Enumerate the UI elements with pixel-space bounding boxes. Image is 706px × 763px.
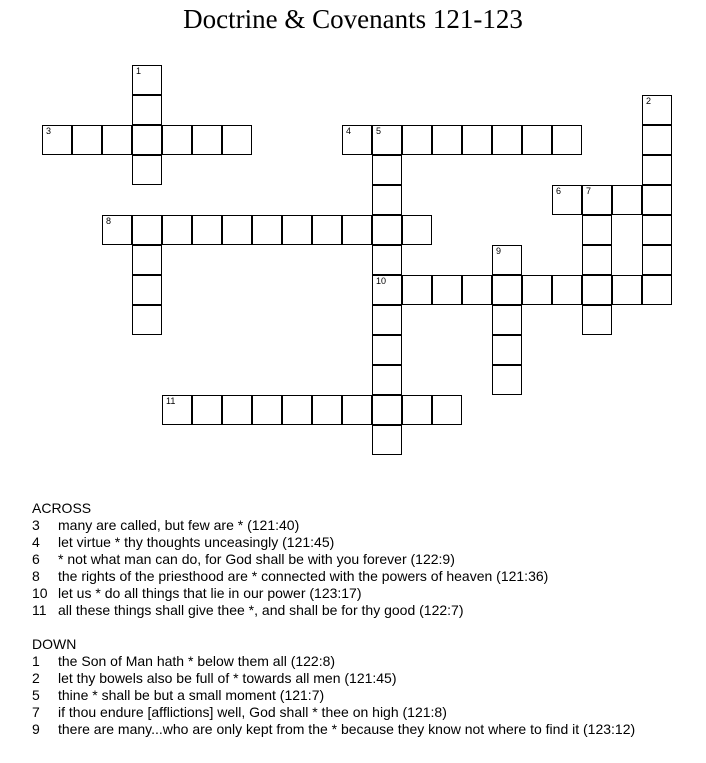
grid-cell[interactable] <box>372 245 402 275</box>
grid-cell[interactable] <box>312 215 342 245</box>
clue-number: 4 <box>32 534 40 550</box>
clue-number: 3 <box>32 517 40 533</box>
grid-cell[interactable] <box>432 275 462 305</box>
clue-number: 9 <box>32 721 40 737</box>
cell-number: 11 <box>166 396 176 406</box>
cell-number: 6 <box>556 186 562 196</box>
across-clue <box>32 517 672 534</box>
grid-cell[interactable] <box>642 185 672 215</box>
down-clue <box>32 653 672 670</box>
cell-number: 1 <box>136 66 142 76</box>
across-clue <box>32 551 672 568</box>
grid-cell[interactable] <box>372 185 402 215</box>
clue-text: let thy bowels also be full of * towards all men (121:45) <box>58 670 397 686</box>
clue-number: 8 <box>32 568 40 584</box>
grid-cell[interactable] <box>372 395 402 425</box>
grid-cell[interactable] <box>372 335 402 365</box>
grid-cell[interactable] <box>552 275 582 305</box>
grid-cell[interactable] <box>642 125 672 155</box>
grid-cell[interactable] <box>72 125 102 155</box>
grid-cell[interactable] <box>582 245 612 275</box>
across-clue <box>32 585 672 602</box>
clue-number: 7 <box>32 704 40 720</box>
cell-number: 3 <box>46 126 52 136</box>
clue-text: if thou endure [afflictions] well, God shall * thee on high (121:8) <box>58 704 447 720</box>
down-clue <box>32 721 672 738</box>
grid-cell[interactable] <box>372 425 402 455</box>
grid-cell[interactable] <box>432 125 462 155</box>
grid-cell[interactable] <box>372 305 402 335</box>
down-clue-list <box>32 653 672 738</box>
grid-cell[interactable] <box>492 275 522 305</box>
clue-number: 10 <box>32 585 48 601</box>
grid-cell[interactable] <box>612 185 642 215</box>
grid-cell[interactable] <box>642 155 672 185</box>
clue-number: 6 <box>32 551 40 567</box>
grid-cell[interactable] <box>492 305 522 335</box>
grid-cell[interactable] <box>432 395 462 425</box>
across-clue-list <box>32 517 672 619</box>
cell-number: 10 <box>376 276 387 286</box>
clue-text: many are called, but few are * (121:40) <box>58 517 300 533</box>
cell-number: 7 <box>586 186 592 196</box>
grid-cell[interactable] <box>222 125 252 155</box>
across-clue <box>32 568 672 585</box>
grid-cell[interactable] <box>102 215 132 245</box>
grid-cell[interactable] <box>582 305 612 335</box>
cell-number: 5 <box>376 126 382 136</box>
puzzle-title: Doctrine & Covenants 121-123 <box>183 4 523 34</box>
clue-text: all these things shall give thee *, and shall be for thy good (122:7) <box>58 602 464 618</box>
grid-cell[interactable] <box>132 155 162 185</box>
grid-cell[interactable] <box>192 125 222 155</box>
grid-cell[interactable] <box>282 395 312 425</box>
across-clue <box>32 602 672 619</box>
down-clue <box>32 670 672 687</box>
grid-cell[interactable] <box>582 215 612 245</box>
grid-cell[interactable] <box>282 215 312 245</box>
grid-cell[interactable] <box>402 125 432 155</box>
grid-cell[interactable] <box>552 125 582 155</box>
grid-cell[interactable] <box>162 125 192 155</box>
grid-cell[interactable] <box>342 395 372 425</box>
grid-cell[interactable] <box>402 275 432 305</box>
grid-cell[interactable] <box>642 95 672 125</box>
down-clue <box>32 704 672 721</box>
clue-number: 5 <box>32 687 40 703</box>
clue-text: the Son of Man hath * below them all (122:8) <box>58 653 336 669</box>
grid-cell[interactable] <box>372 125 402 155</box>
grid-cell[interactable] <box>402 215 432 245</box>
grid-cell[interactable] <box>162 215 192 245</box>
clue-number: 11 <box>32 602 47 618</box>
grid-cell[interactable] <box>132 215 162 245</box>
across-clue <box>32 534 672 551</box>
clue-text: the rights of the priesthood are * connected with the powers of heaven (121:36) <box>58 568 549 584</box>
grid-cell[interactable] <box>522 125 552 155</box>
grid-cell[interactable] <box>42 125 72 155</box>
clue-text: * not what man can do, for God shall be with you forever (122:9) <box>58 551 455 567</box>
grid-cell[interactable] <box>192 215 222 245</box>
down-clue <box>32 687 672 704</box>
clue-number: 1 <box>32 653 40 669</box>
grid-cell[interactable] <box>132 95 162 125</box>
grid-cell[interactable] <box>222 215 252 245</box>
cell-number: 4 <box>346 126 352 136</box>
grid-cell[interactable] <box>162 395 192 425</box>
grid-cell[interactable] <box>372 275 402 305</box>
grid-cell[interactable] <box>642 275 672 305</box>
cell-number: 8 <box>106 216 112 226</box>
grid-cell[interactable] <box>522 275 552 305</box>
clue-text: thine * shall be but a small moment (121:7) <box>58 687 325 703</box>
grid-cell[interactable] <box>372 215 402 245</box>
grid-cell[interactable] <box>462 275 492 305</box>
grid-cell[interactable] <box>192 395 222 425</box>
grid-cell[interactable] <box>132 65 162 95</box>
grid-cell[interactable] <box>642 245 672 275</box>
grid-cell[interactable] <box>252 215 282 245</box>
clue-text: let virtue * thy thoughts unceasingly (121:45) <box>58 534 335 550</box>
down-heading: DOWN <box>32 636 77 652</box>
grid-cell[interactable] <box>252 395 282 425</box>
grid-cell[interactable] <box>582 185 612 215</box>
grid-cell[interactable] <box>132 245 162 275</box>
grid-cell[interactable] <box>312 395 342 425</box>
clue-number: 2 <box>32 670 40 686</box>
grid-cell[interactable] <box>492 365 522 395</box>
grid-cell[interactable] <box>612 275 642 305</box>
cell-number: 2 <box>646 96 652 106</box>
grid-cell[interactable] <box>132 275 162 305</box>
grid-cell[interactable] <box>222 395 252 425</box>
grid-cell[interactable] <box>372 365 402 395</box>
grid-cell[interactable] <box>492 125 522 155</box>
clues-section <box>32 500 672 738</box>
grid-cell[interactable] <box>582 275 612 305</box>
grid-cell[interactable] <box>342 125 372 155</box>
grid-cell[interactable] <box>132 305 162 335</box>
grid-cell[interactable] <box>492 335 522 365</box>
across-heading: ACROSS <box>32 500 92 516</box>
grid-cell[interactable] <box>132 125 162 155</box>
grid-cell[interactable] <box>102 125 132 155</box>
grid-cell[interactable] <box>642 215 672 245</box>
grid-cell[interactable] <box>342 215 372 245</box>
grid-cell[interactable] <box>462 125 492 155</box>
grid-cell[interactable] <box>552 185 582 215</box>
cell-number: 9 <box>496 246 502 256</box>
grid-cell[interactable] <box>402 395 432 425</box>
clue-text: let us * do all things that lie in our power (123:17) <box>58 585 362 601</box>
grid-cell[interactable] <box>372 155 402 185</box>
grid-cell[interactable] <box>492 245 522 275</box>
clue-text: there are many...who are only kept from the * because they know not where to find it (123:12) <box>58 721 636 737</box>
